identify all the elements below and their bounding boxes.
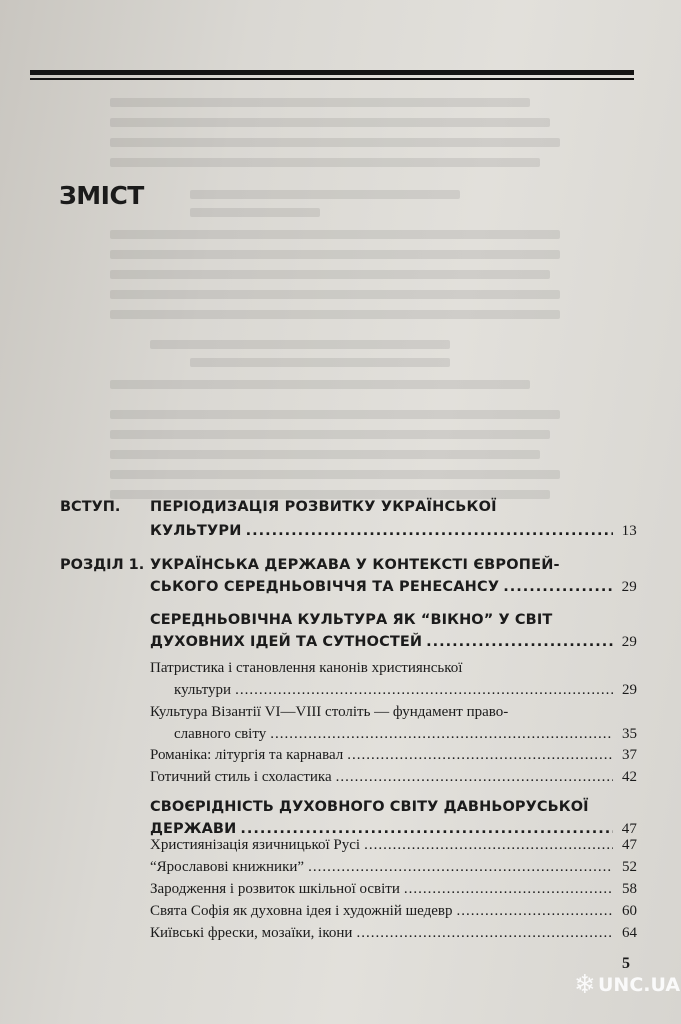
toc-entry-text: Свята Софія як духовна ідея і художній шедевр [150, 903, 453, 919]
snowflake-icon: ❄ [574, 970, 596, 1000]
show-through-text [0, 90, 681, 560]
dot-leader [336, 769, 613, 786]
toc-subentry-romanesque[interactable] [150, 747, 637, 769]
toc-page-number: 29 [622, 682, 637, 698]
toc-entry-text: культури [174, 682, 232, 698]
toc-entry-text: СЕРЕДНЬОВІЧНА КУЛЬТУРА ЯК “ВІКНО” У СВІТ [150, 612, 553, 628]
intro-label: ВСТУП. [60, 499, 121, 515]
toc-entry-section1[interactable] [150, 612, 637, 656]
dot-leader [347, 747, 613, 764]
dot-leader [404, 881, 613, 898]
toc-subentry-byzantium[interactable] [150, 704, 637, 748]
toc-entry-text: “Ярославові книжники” [150, 859, 305, 875]
page-number: 5 [622, 955, 630, 972]
toc-page-number: 37 [622, 747, 637, 763]
dot-leader [270, 726, 613, 743]
dot-leader [356, 925, 613, 942]
toc-entry-text: СЬКОГО СЕРЕДНЬОВІЧЧЯ ТА РЕНЕСАНСУ [150, 579, 500, 595]
dot-leader [235, 682, 613, 699]
toc-page-number: 29 [621, 579, 637, 595]
toc-entry-text: ПЕРІОДИЗАЦІЯ РОЗВИТКУ УКРАЇНСЬКОЇ [150, 499, 497, 515]
toc-subentry-christianization[interactable] [150, 837, 637, 859]
toc-entry-text: Готичний стиль і схоластика [150, 769, 332, 785]
toc-entry-text: СВОЄРІДНІСТЬ ДУХОВНОГО СВІТУ ДАВНЬОРУСЬКОЇ [150, 799, 589, 815]
dot-leader [364, 837, 613, 854]
toc-subentry-patristics[interactable] [150, 660, 637, 704]
toc-entry-intro[interactable] [150, 499, 637, 547]
toc-entry-text: Культура Візантії VI—VIII століть — фундамент право- [150, 704, 509, 720]
toc-subentry-gothic[interactable] [150, 769, 637, 791]
dot-leader [246, 523, 613, 539]
dot-leader [456, 903, 613, 920]
dot-leader [240, 821, 613, 837]
toc-entry-text: славного світу [174, 726, 267, 742]
toc-page-number: 42 [622, 769, 637, 785]
toc-entry-text: ДЕРЖАВИ [150, 821, 237, 837]
toc-entry-text: Романіка: літургія та карнавал [150, 747, 344, 763]
toc-entry-text: ДУХОВНИХ ІДЕЙ ТА СУТНОСТЕЙ [150, 634, 423, 650]
watermark [574, 968, 681, 1008]
toc-page-number: 52 [622, 859, 637, 875]
toc-page-number: 47 [621, 821, 637, 837]
toc-entry-text: Християнізація язичницької Русі [150, 837, 361, 853]
toc-entry-text: Київські фрески, мозаїки, ікони [150, 925, 353, 941]
page-title: ЗМІСТ [59, 181, 144, 210]
toc-page-number: 64 [622, 925, 637, 941]
toc-subentry-schooling[interactable] [150, 881, 637, 903]
toc-entry-part1[interactable] [150, 557, 637, 601]
dot-leader [503, 579, 613, 595]
toc-subentry-yaroslav-scribes[interactable] [150, 859, 637, 881]
toc-entry-text: КУЛЬТУРИ [150, 523, 242, 539]
toc-entry-text: Патристика і становлення канонів християнської [150, 660, 463, 676]
toc-subentry-st-sophia[interactable] [150, 903, 637, 925]
toc-page-number: 35 [622, 726, 637, 742]
toc-page-number: 13 [621, 523, 637, 539]
top-rule-thick [30, 70, 634, 75]
toc-subentry-frescoes[interactable] [150, 925, 637, 947]
toc-entry-text: Зародження і розвиток шкільної освіти [150, 881, 400, 897]
top-rule-thin [30, 78, 634, 80]
toc-page-number: 29 [621, 634, 637, 650]
toc-page-number: 60 [622, 903, 637, 919]
toc-page-number: 47 [622, 837, 637, 853]
watermark-text: UNC.UA [598, 974, 681, 996]
toc-entry-text: УКРАЇНСЬКА ДЕРЖАВА У КОНТЕКСТІ ЄВРОПЕЙ- [150, 557, 560, 573]
part1-label: РОЗДІЛ 1. [60, 557, 145, 573]
toc-page-number: 58 [622, 881, 637, 897]
dot-leader [308, 859, 613, 876]
dot-leader [426, 634, 613, 650]
